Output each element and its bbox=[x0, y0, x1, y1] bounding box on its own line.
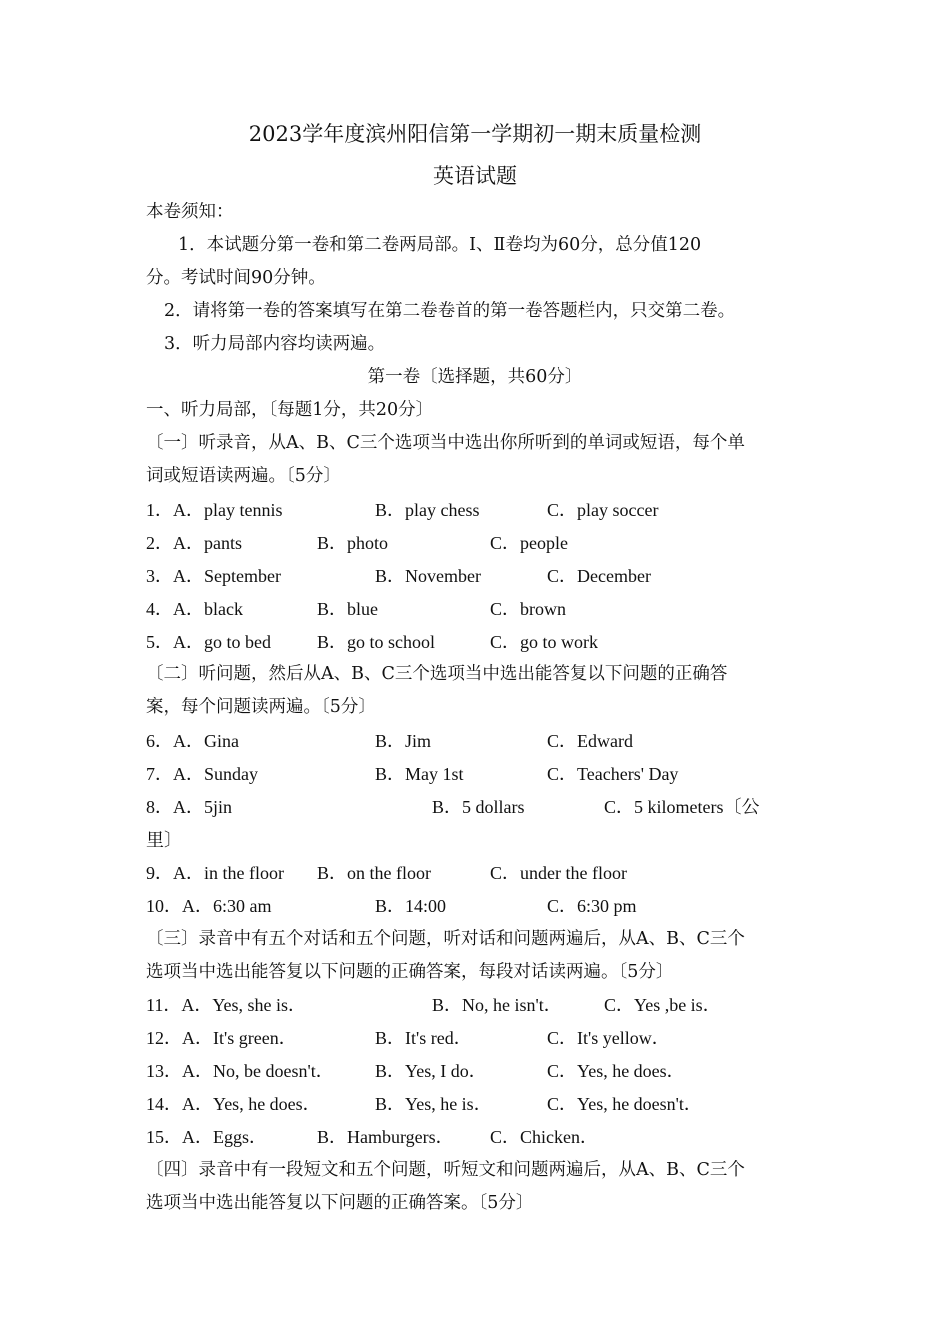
q2-option-a: 2．A．pants bbox=[146, 533, 242, 553]
notice-item-2: 2．请将第一卷的答案填写在第二卷卷首的第一卷答题栏内，只交第二卷。 bbox=[164, 301, 736, 321]
q3-option-c: C．December bbox=[547, 566, 651, 586]
section-3-instruction-cont: 选项当中选出能答复以下问题的正确答案，每段对话读两遍。〔5分〕 bbox=[146, 962, 674, 982]
part-heading: 一、听力局部，〔每题1分，共20分〕 bbox=[146, 400, 434, 420]
q13-option-b: B．Yes, I do． bbox=[375, 1061, 487, 1081]
q9-option-b: B．on the floor bbox=[317, 863, 431, 883]
q9-option-a: 9．A．in the floor bbox=[146, 863, 284, 883]
q7-option-b: B．May 1st bbox=[375, 764, 464, 784]
section-1-instruction-cont: 词或短语读两遍。〔5分〕 bbox=[146, 466, 341, 486]
notice-item-3: 3．听力局部内容均读两遍。 bbox=[164, 334, 386, 354]
q11-option-b: B．No, he isn't． bbox=[432, 995, 562, 1015]
q14-option-a: 14．A．Yes, he does． bbox=[146, 1094, 321, 1114]
section-4-instruction: 〔四〕录音中有一段短文和五个问题，听短文和问题两遍后，从A、B、C三个 bbox=[146, 1160, 745, 1180]
q3-option-a: 3．A．September bbox=[146, 566, 281, 586]
q2-option-b: B．photo bbox=[317, 533, 389, 553]
q13-option-c: C．Yes, he does． bbox=[547, 1061, 685, 1081]
q12-option-c: C．It's yellow． bbox=[547, 1028, 670, 1048]
q6-option-c: C．Edward bbox=[547, 731, 633, 751]
q6-option-a: 6．A．Gina bbox=[146, 731, 239, 751]
notice-heading: 本卷须知： bbox=[146, 202, 234, 222]
q5-option-b: B．go to school bbox=[317, 632, 436, 652]
q5-option-a: 5．A．go to bed bbox=[146, 632, 271, 652]
q8-option-a: 8．A．5jin bbox=[146, 797, 233, 817]
section-3-instruction: 〔三〕录音中有五个对话和五个问题，听对话和问题两遍后，从A、B、C三个 bbox=[146, 929, 745, 949]
page-title: 2023学年度滨州阳信第一学期初一期末质量检测 bbox=[248, 122, 702, 146]
q8-option-c-cont: 里〕 bbox=[146, 830, 182, 850]
q9-option-c: C．under the floor bbox=[490, 863, 627, 883]
q13-option-a: 13．A．No, be doesn't． bbox=[146, 1061, 334, 1081]
q4-option-c: C．brown bbox=[490, 599, 566, 619]
q4-option-b: B．blue bbox=[317, 599, 378, 619]
volume-heading: 第一卷〔选择题，共60分〕 bbox=[367, 367, 583, 387]
q6-option-b: B．Jim bbox=[375, 731, 432, 751]
section-4-instruction-cont: 选项当中选出能答复以下问题的正确答案。〔5分〕 bbox=[146, 1193, 534, 1213]
q14-option-c: C．Yes, he doesn't． bbox=[547, 1094, 702, 1114]
section-1-instruction: 〔一〕听录音，从A、B、C三个选项当中选出你所听到的单词或短语，每个单 bbox=[146, 433, 745, 453]
q8-option-b: B．5 dollars bbox=[432, 797, 525, 817]
q3-option-b: B．November bbox=[375, 566, 481, 586]
q2-option-c: C．people bbox=[490, 533, 568, 553]
notice-item-1: 1．本试题分第一卷和第二卷两局部。Ⅰ、Ⅱ卷均为60分，总分值120 bbox=[178, 235, 702, 255]
q10-option-a: 10．A．6:30 am bbox=[146, 896, 272, 916]
q7-option-a: 7．A．Sunday bbox=[146, 764, 258, 784]
q1-option-b: B．play chess bbox=[375, 500, 480, 520]
q11-option-a: 11．A．Yes, she is． bbox=[146, 995, 307, 1015]
q11-option-c: C．Yes ,be is． bbox=[604, 995, 721, 1015]
q15-option-a: 15．A．Eggs． bbox=[146, 1127, 267, 1147]
q10-option-c: C．6:30 pm bbox=[547, 896, 637, 916]
q14-option-b: B．Yes, he is． bbox=[375, 1094, 492, 1114]
q1-option-a: 1．A．play tennis bbox=[146, 500, 283, 520]
q12-option-a: 12．A．It's green． bbox=[146, 1028, 297, 1048]
q10-option-b: B．14:00 bbox=[375, 896, 447, 916]
section-2-instruction: 〔二〕听问题，然后从A、B、C三个选项当中选出能答复以下问题的正确答 bbox=[146, 664, 728, 684]
section-2-instruction-cont: 案，每个问题读两遍。〔5分〕 bbox=[146, 697, 376, 717]
notice-item-1-cont: 分。考试时间90分钟。 bbox=[146, 268, 326, 288]
q15-option-c: C．Chicken． bbox=[490, 1127, 598, 1147]
q4-option-a: 4．A．black bbox=[146, 599, 243, 619]
q5-option-c: C．go to work bbox=[490, 632, 598, 652]
q8-option-c: C．5 kilometers〔公 bbox=[604, 797, 760, 817]
q12-option-b: B．It's red． bbox=[375, 1028, 472, 1048]
page-subtitle: 英语试题 bbox=[433, 164, 517, 188]
q15-option-b: B．Hamburgers． bbox=[317, 1127, 454, 1147]
q1-option-c: C．play soccer bbox=[547, 500, 659, 520]
q7-option-c: C．Teachers' Day bbox=[547, 764, 679, 784]
